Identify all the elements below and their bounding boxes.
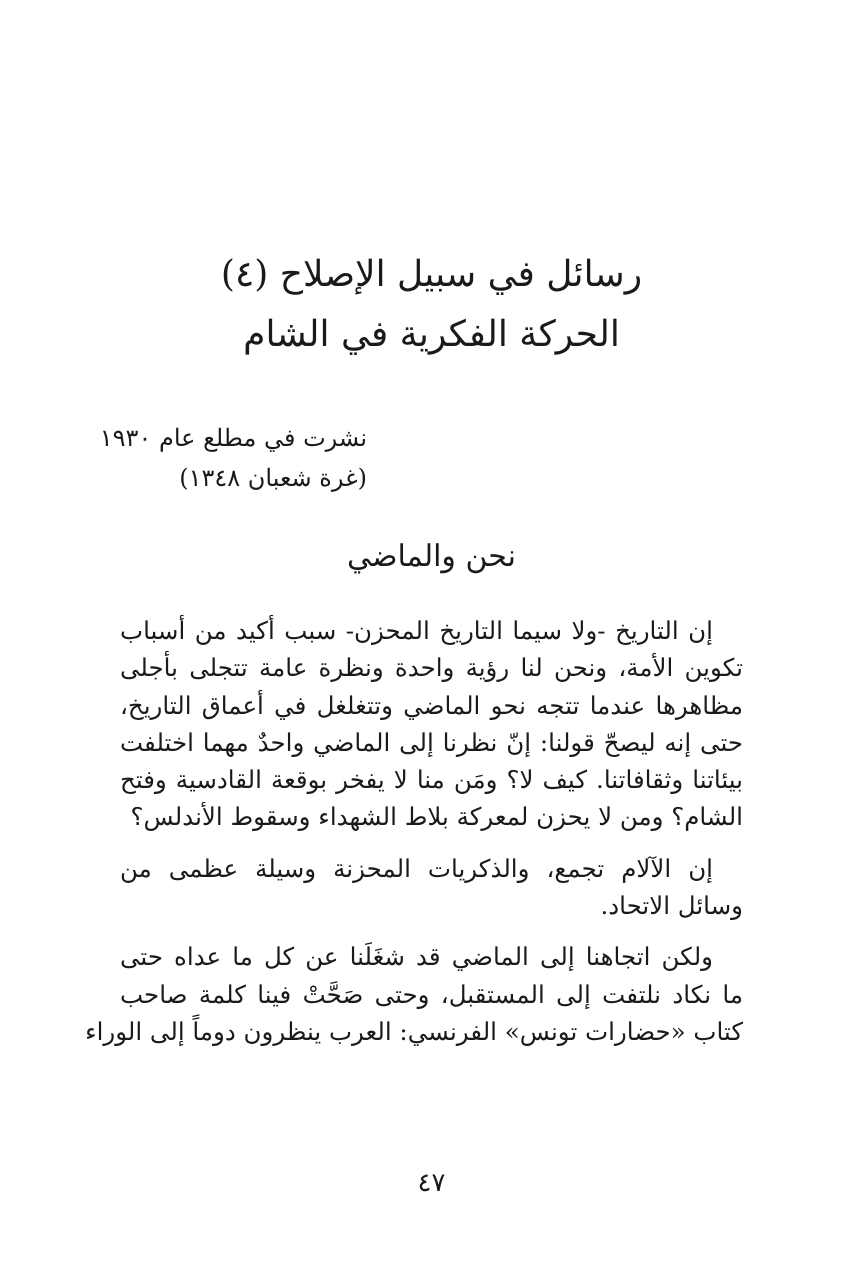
chapter-title xyxy=(0,245,863,365)
text-line: حتى إنه ليصحّ قولنا: إنّ نظرنا إلى الماضي واحدٌ مهما اختلفت xyxy=(120,727,743,757)
text-line: إن التاريخ -ولا سيما التاريخ المحزن- سبب أكيد من أسباب xyxy=(120,616,713,645)
publication-info xyxy=(100,418,367,498)
text-line: كتاب «حضارات تونس» الفرنسي: العرب ينظرون دوماً إلى الوراء xyxy=(85,1016,743,1046)
publication-date-line: نشرت في مطلع عام ١٩٣٠ xyxy=(99,424,367,452)
text-line: بيئاتنا وثقافاتنا. كيف لا؟ ومَن منا لا يفخر بوقعة القادسية وفتح xyxy=(120,765,743,795)
text-line: مظاهرها عندما تتجه نحو الماضي وتتغلغل في أعماق التاريخ، xyxy=(120,690,743,720)
text-line: ولكن اتجاهنا إلى الماضي قد شغَلَنا عن كل ما عداه حتى xyxy=(120,942,713,972)
body-text xyxy=(85,612,743,1064)
section-heading: نحن والماضي xyxy=(346,539,516,574)
text-line: وسائل الاتحاد. xyxy=(600,891,743,921)
chapter-title-line-1: رسائل في سبيل الإصلاح (٤) xyxy=(220,254,643,295)
text-line: الشام؟ ومن لا يحزن لمعركة بلاط الشهداء وسقوط الأندلس؟ xyxy=(130,802,743,832)
text-line: إن الآلام تجمع، والذكريات المحزنة وسيلة عظمى من xyxy=(120,853,713,883)
paragraph xyxy=(120,850,743,925)
text-line: تكوين الأمة، ونحن لنا رؤية واحدة ونظرة عامة تتجلى بأجلى xyxy=(120,653,743,683)
publication-hijri-date-line: (غرة شعبان ١٣٤٨) xyxy=(179,464,367,492)
paragraph xyxy=(120,612,743,836)
chapter-title-line-2: الحركة الفكرية في الشام xyxy=(243,314,620,355)
text-line: ما نكاد نلتفت إلى المستقبل، وحتى صَحَّتْ فينا كلمة صاحب xyxy=(120,979,743,1009)
page-number: ٤٧ xyxy=(417,1168,446,1198)
paragraph xyxy=(85,938,743,1050)
